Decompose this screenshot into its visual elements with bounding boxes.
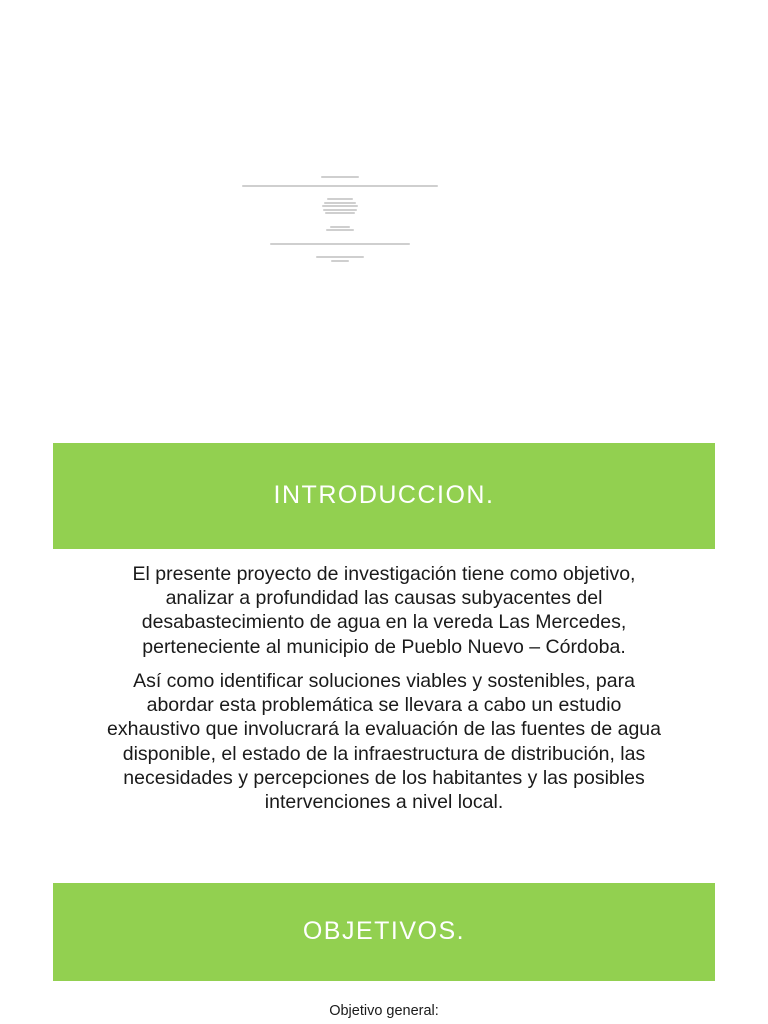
general-objective-label: Objetivo general:	[329, 1003, 439, 1019]
cover-line	[242, 185, 438, 187]
paragraph-line: necesidades y percepciones de los habitantes y las posibles	[123, 766, 645, 789]
cover-line	[316, 256, 364, 258]
cover-line	[321, 176, 359, 178]
introduction-heading-banner	[53, 443, 715, 549]
paragraph-line: exhaustivo que involucrará la evaluación de las fuentes de agua	[107, 718, 661, 741]
cover-line	[331, 260, 349, 262]
cover-line	[270, 243, 410, 245]
paragraph-line: analizar a profundidad las causas subyacentes del	[165, 587, 603, 610]
cover-line	[327, 198, 353, 200]
cover-line	[323, 209, 357, 211]
cover-line	[326, 229, 354, 231]
cover-line	[324, 202, 356, 204]
paragraph-line: abordar esta problemática se llevara a cabo un estudio	[146, 694, 622, 717]
cover-line	[330, 226, 350, 228]
paragraph-line: El presente proyecto de investigación tiene como objetivo,	[132, 563, 636, 585]
paragraph-line: perteneciente al municipio de Pueblo Nuevo – Córdoba.	[142, 635, 626, 658]
introduction-paragraph-1	[53, 562, 715, 659]
introduction-heading: INTRODUCCION.	[273, 481, 495, 509]
paragraph-line: disponible, el estado de la infraestructura de distribución, las	[122, 742, 646, 765]
paragraph-line: Así como identificar soluciones viables y sostenibles, para	[133, 670, 635, 692]
objectives-heading-banner	[53, 883, 715, 981]
cover-line	[322, 205, 358, 207]
cover-page-text-block	[240, 176, 440, 263]
objectives-heading: OBJETIVOS.	[302, 917, 466, 945]
cover-line	[325, 212, 355, 214]
paragraph-line: desabastecimiento de agua en la vereda Las Mercedes,	[141, 611, 627, 634]
paragraph-line: intervenciones a nivel local.	[264, 791, 504, 814]
introduction-paragraph-2	[53, 669, 715, 814]
